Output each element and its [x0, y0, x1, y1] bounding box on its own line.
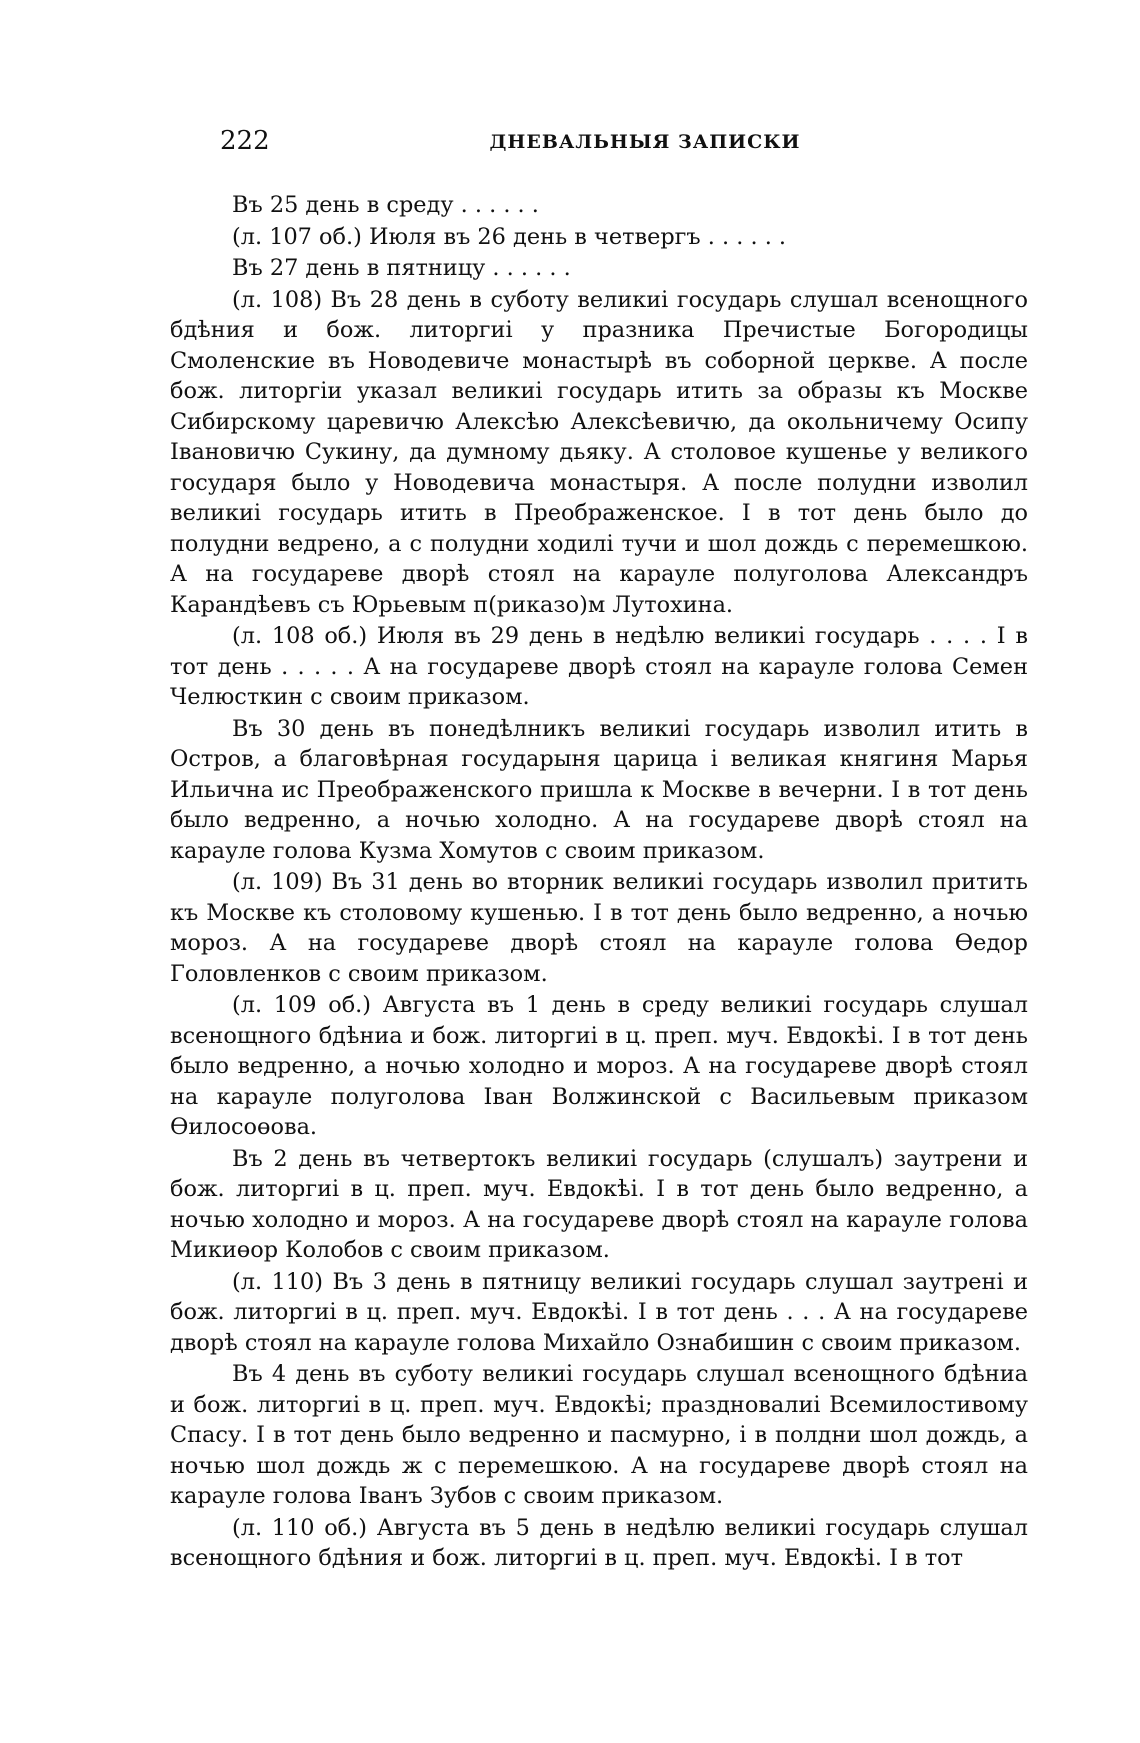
- paragraph-2: (л. 107 об.) Июля въ 26 день в четвергъ . . . . . .: [232, 223, 787, 250]
- paragraph-1: Въ 25 день в среду . . . . . .: [232, 192, 539, 218]
- paragraph-8: (л. 109 об.) Августа въ 1 день в среду великиі государь слушал всенощного бдѣниа и бож. литоргиі в ц. преп. муч. Евдокѣі. І в тот день было ведренно, а ночью холодно и мороз. А на государеве дворѣ стоял на карауле полуголова Іван Волжинской с Васильевым приказом Өилосоөова.: [170, 992, 1028, 1140]
- paragraph-6: Въ 30 день въ понедѣлникъ великиі государь изволил итить в Остров, а благовѣрная государыня царица і великая княгиня Марья Ильична ис Преображенского пришла к Москве в вечерни. І в тот день было ведренно, а ночью холодно. А на государеве дворѣ стоял на карауле голова Кузма Хомутов с своим приказом.: [170, 715, 1028, 864]
- paragraph-7: (л. 109) Въ 31 день во вторник великиі государь изволил притить къ Москве къ столовому кушенью. І в тот день было ведренно, а ночью мороз. А на государеве дворѣ стоял на карауле голова Өедор Головленков с своим приказом.: [170, 869, 1028, 987]
- body-text: [170, 190, 1028, 1575]
- paragraph-5: (л. 108 об.) Июля въ 29 день в недѣлю великиі государь . . . . І в тот день . . . . . А на государеве дворѣ стоял на карауле голова Семен Челюсткин с своим приказом.: [170, 623, 1028, 710]
- paragraph-10: (л. 110) Въ 3 день в пятницу великиі государь слушал заутренi и бож. литоргиі в ц. преп. муч. Евдокѣі. І в тот день . . . А на государеве дворѣ стоял на карауле голова Михайло Ознабишин с своим приказом.: [170, 1268, 1028, 1356]
- running-title: ДНЕВАЛЬНЫЯ ЗАПИСКИ: [489, 131, 801, 153]
- page-header: [220, 126, 1020, 166]
- paragraph-4: (л. 108) Въ 28 день в суботу великиі государь слушал всенощного бдѣния и бож. литоргиі у празника Пречистые Богородицы Смоленские въ Новодевиче монастырѣ въ соборной церкве. А после бож. литоргіи указал великиі государь итить за образы къ Москве Сибирскому царевичю Алексѣю Алексѣевичю, да окольничему Осипу Івановичю Сукину, да думному дьяку. А столовое кушенье у великого государя было у Новодевича монастыря. А после полудни изволил великиі государь итить в Преображенское. І в тот день было до полудни ведрено, а с полудни ходилі тучи и шол дождь с перемешкою. А на государеве дворѣ стоял на карауле полуголова Александръ Карандѣевъ съ Юрьевым п(риказо)м Лутохина.: [170, 286, 1028, 618]
- paragraph-11: Въ 4 день въ суботу великиі государь слушал всенощного бдѣниа и бож. литоргиі в ц. преп. муч. Евдокѣі; праздновалиі Всемилостивому Спасу. І в тот день было ведренно и пасмурно, і в полдни шол дождь, а ночью шол дождь ж с перемешкою. А на государеве дворѣ стоял на карауле голова Іванъ Зубов с своим приказом.: [170, 1361, 1028, 1509]
- paragraph-12: (л. 110 об.) Августа въ 5 день в недѣлю великиі государь слушал всенощного бдѣния и бож. литоргиі в ц. преп. муч. Евдокѣі. І в тот: [170, 1514, 1028, 1571]
- paragraph-9: Въ 2 день въ четвертокъ великиі государь (слушалъ) заутрени и бож. литоргиі в ц. преп. муч. Евдокѣі. І в тот день было ведренно, а ночью холодно и мороз. А на государеве дворѣ стоял на карауле голова Микиөор Колобов с своим приказом.: [170, 1145, 1028, 1263]
- paragraph-3: Въ 27 день в пятницу . . . . . .: [232, 255, 571, 281]
- page-number: 222: [220, 126, 270, 156]
